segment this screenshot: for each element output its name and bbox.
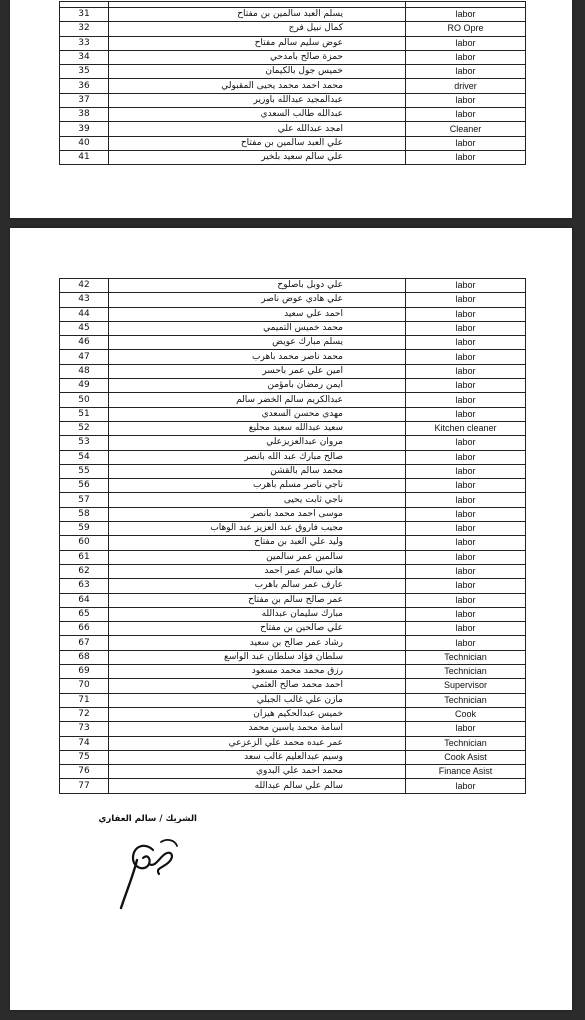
employee-name-cell: سلطان فؤاد سلطان عبد الواسع: [109, 650, 406, 664]
row-number-cell: 70: [60, 679, 109, 693]
row-number-cell: 73: [60, 722, 109, 736]
table-row: [60, 707, 526, 721]
job-title-cell: labor: [406, 550, 526, 564]
table-row: [60, 722, 526, 736]
row-number-cell: 65: [60, 607, 109, 621]
table-row: [60, 507, 526, 521]
employee-table-page-1: [59, 1, 526, 165]
table-row: [60, 407, 526, 421]
table-row: [60, 564, 526, 578]
job-title-cell: labor: [406, 636, 526, 650]
table-row: [60, 336, 526, 350]
job-title-cell: driver: [406, 79, 526, 93]
table-row: [60, 750, 526, 764]
table-row: [60, 421, 526, 435]
table-row: [60, 607, 526, 621]
job-title-cell: Kitchen cleaner: [406, 421, 526, 435]
table-row: [60, 393, 526, 407]
table-row: [60, 679, 526, 693]
row-number-cell: 66: [60, 622, 109, 636]
row-number-cell: 58: [60, 507, 109, 521]
table-row: [60, 307, 526, 321]
employee-name-cell: عارف عمر سالم باهرب: [109, 579, 406, 593]
row-number-cell: 59: [60, 522, 109, 536]
table-row: [60, 650, 526, 664]
table-row: [60, 464, 526, 478]
employee-name-cell: محمد احمد علي البدوي: [109, 765, 406, 779]
job-title-cell: labor: [406, 379, 526, 393]
row-number-cell: 68: [60, 650, 109, 664]
row-number-cell: 72: [60, 707, 109, 721]
employee-name-cell: عبدالله طالب السعدي: [109, 108, 406, 122]
table-row: [60, 665, 526, 679]
job-title-cell: labor: [406, 321, 526, 335]
employee-name-cell: علي هادي عوض ناصر: [109, 293, 406, 307]
job-title-cell: RO Opre: [406, 22, 526, 36]
job-title-cell: labor: [406, 522, 526, 536]
job-title-cell: labor: [406, 36, 526, 50]
table-row: [60, 736, 526, 750]
handwritten-signature: [115, 828, 185, 918]
row-number-cell: 33: [60, 36, 109, 50]
row-number-cell: 64: [60, 593, 109, 607]
employee-table-body: [60, 279, 526, 794]
employee-name-cell: خميس جول بالكيمان: [109, 65, 406, 79]
row-number-cell: 39: [60, 122, 109, 136]
employee-name-cell: مجيب فاروق عبد العزيز عبد الوهاب: [109, 522, 406, 536]
job-title-cell: labor: [406, 393, 526, 407]
job-title-cell: labor: [406, 279, 526, 293]
employee-name-cell: امين علي عمر باحسر: [109, 364, 406, 378]
table-row: [60, 279, 526, 293]
employee-name-cell: محمد خميس التميمي: [109, 321, 406, 335]
job-title-cell: labor: [406, 564, 526, 578]
table-row: [60, 321, 526, 335]
table-row: [60, 765, 526, 779]
job-title-cell: labor: [406, 108, 526, 122]
employee-name-cell: وسيم عبدالعليم غالب سعد: [109, 750, 406, 764]
table-row: [60, 364, 526, 378]
row-number-cell: 56: [60, 479, 109, 493]
job-title-cell: Supervisor: [406, 679, 526, 693]
employee-name-cell: سالمين عمر سالمين: [109, 550, 406, 564]
employee-name-cell: سعيد عبدالله سعيد مجليع: [109, 421, 406, 435]
employee-name-cell: عمر صالح سالم بن مفتاح: [109, 593, 406, 607]
row-number-cell: 61: [60, 550, 109, 564]
row-number-cell: 69: [60, 665, 109, 679]
row-number-cell: 67: [60, 636, 109, 650]
row-number-cell: 63: [60, 579, 109, 593]
employee-name-cell: موسى احمد محمد بانصر: [109, 507, 406, 521]
job-title-cell: labor: [406, 464, 526, 478]
table-row: [60, 122, 526, 136]
row-number-cell: 40: [60, 136, 109, 150]
job-title-cell: labor: [406, 450, 526, 464]
row-number-cell: 32: [60, 22, 109, 36]
row-number-cell: 36: [60, 79, 109, 93]
employee-name-cell: علي سالم سعيد بلخير: [109, 150, 406, 164]
job-title-cell: labor: [406, 336, 526, 350]
employee-table-body: [60, 2, 526, 165]
job-title-cell: labor: [406, 493, 526, 507]
row-number-cell: 35: [60, 65, 109, 79]
row-number-cell: 48: [60, 364, 109, 378]
employee-name-cell: عوض سليم سالم مفتاح: [109, 36, 406, 50]
job-title-cell: labor: [406, 65, 526, 79]
employee-name-cell: علي العبد سالمين بن مفتاح: [109, 136, 406, 150]
table-row: [60, 636, 526, 650]
row-number-cell: 46: [60, 336, 109, 350]
employee-name-cell: حمزة صالح بامدحي: [109, 50, 406, 64]
employee-name-cell: صالح مبارك عبد الله بانصر: [109, 450, 406, 464]
row-number-cell: 41: [60, 150, 109, 164]
table-row: [60, 8, 526, 22]
job-title-cell: Technician: [406, 650, 526, 664]
job-title-cell: labor: [406, 479, 526, 493]
employee-name-cell: مازن علي غالب الجبلي: [109, 693, 406, 707]
table-row: [60, 536, 526, 550]
row-number-cell: 37: [60, 93, 109, 107]
table-row: [60, 22, 526, 36]
row-number-cell: 57: [60, 493, 109, 507]
table-row: [60, 36, 526, 50]
job-title-cell: labor: [406, 622, 526, 636]
row-number-cell: 54: [60, 450, 109, 464]
row-number-cell: 43: [60, 293, 109, 307]
employee-table-page-2: [59, 278, 526, 794]
job-title-cell: labor: [406, 350, 526, 364]
employee-name-cell: ايمن رمضان بامؤمن: [109, 379, 406, 393]
employee-name-cell: احمد علي سعيد: [109, 307, 406, 321]
employee-name-cell: ناجي ثابت يحيى: [109, 493, 406, 507]
table-row: [60, 293, 526, 307]
row-number-cell: 45: [60, 321, 109, 335]
employee-name-cell: عمر عبده محمد علي الزعزعي: [109, 736, 406, 750]
table-row: [60, 779, 526, 793]
job-title-cell: labor: [406, 93, 526, 107]
job-title-cell: labor: [406, 507, 526, 521]
job-title-cell: labor: [406, 722, 526, 736]
table-row: [60, 150, 526, 164]
employee-name-cell: سالم علي سالم عبدالله: [109, 779, 406, 793]
job-title-cell: labor: [406, 8, 526, 22]
table-row: [60, 693, 526, 707]
employee-name-cell: محمد سالم بالقشن: [109, 464, 406, 478]
job-title-cell: Technician: [406, 665, 526, 679]
employee-name-cell: عبدالكريم سالم الخضر سالم: [109, 393, 406, 407]
document-page-2: [10, 228, 572, 1010]
table-row: [60, 350, 526, 364]
table-row: [60, 50, 526, 64]
employee-name-cell: يسلم العبد سالمين بن مفتاح: [109, 8, 406, 22]
employee-name-cell: احمد محمد صالح العثمي: [109, 679, 406, 693]
row-number-cell: 55: [60, 464, 109, 478]
employee-name-cell: علي صالحين بن مفتاح: [109, 622, 406, 636]
row-number-cell: 44: [60, 307, 109, 321]
employee-name-cell: اسامة محمد ياسين محمد: [109, 722, 406, 736]
job-title-cell: labor: [406, 293, 526, 307]
employee-name-cell: مهدي محسن السعدي: [109, 407, 406, 421]
job-title-cell: Cook: [406, 707, 526, 721]
job-title-cell: labor: [406, 436, 526, 450]
job-title-cell: labor: [406, 50, 526, 64]
job-title-cell: labor: [406, 607, 526, 621]
employee-name-cell: عبدالمجيد عبدالله باوزير: [109, 93, 406, 107]
table-row: [60, 436, 526, 450]
employee-name-cell: هاني سالم عمر احمد: [109, 564, 406, 578]
employee-name-cell: علي دوبل باصلوح: [109, 279, 406, 293]
row-number-cell: 60: [60, 536, 109, 550]
row-number-cell: 74: [60, 736, 109, 750]
row-number-cell: 52: [60, 421, 109, 435]
employee-name-cell: رزق محمد محمد مسعود: [109, 665, 406, 679]
employee-name-cell: محمد ناصر محمد باهرب: [109, 350, 406, 364]
table-row: [60, 136, 526, 150]
employee-name-cell: يسلم مبارك عويض: [109, 336, 406, 350]
job-title-cell: labor: [406, 136, 526, 150]
job-title-cell: labor: [406, 536, 526, 550]
employee-name-cell: مبارك سليمان عبدالله: [109, 607, 406, 621]
table-row: [60, 108, 526, 122]
row-number-cell: 42: [60, 279, 109, 293]
job-title-cell: Cleaner: [406, 122, 526, 136]
job-title-cell: labor: [406, 407, 526, 421]
row-number-cell: 34: [60, 50, 109, 64]
job-title-cell: Technician: [406, 693, 526, 707]
job-title-cell: Finance Asist: [406, 765, 526, 779]
row-number-cell: 49: [60, 379, 109, 393]
table-row: [60, 479, 526, 493]
table-row: [60, 550, 526, 564]
job-title-cell: Technician: [406, 736, 526, 750]
signature-label: الشريك / سالم العفاري: [98, 814, 197, 824]
table-row: [60, 450, 526, 464]
table-row: [60, 493, 526, 507]
row-number-cell: 53: [60, 436, 109, 450]
row-number-cell: 31: [60, 8, 109, 22]
employee-name-cell: امجد عبدالله علي: [109, 122, 406, 136]
table-row: [60, 522, 526, 536]
job-title-cell: labor: [406, 150, 526, 164]
row-number-cell: 50: [60, 393, 109, 407]
job-title-cell: labor: [406, 307, 526, 321]
row-number-cell: 51: [60, 407, 109, 421]
row-number-cell: 38: [60, 108, 109, 122]
document-page-1: [10, 0, 572, 218]
table-row: [60, 93, 526, 107]
table-row: [60, 622, 526, 636]
table-row: [60, 593, 526, 607]
table-row: [60, 379, 526, 393]
job-title-cell: Cook Asist: [406, 750, 526, 764]
table-row: [60, 579, 526, 593]
table-row: [60, 65, 526, 79]
employee-name-cell: محمد احمد محمد يحيى المقبولي: [109, 79, 406, 93]
employee-name-cell: خميس عبدالحكيم هيزان: [109, 707, 406, 721]
row-number-cell: 77: [60, 779, 109, 793]
employee-name-cell: كمال نبيل فرج: [109, 22, 406, 36]
row-number-cell: 47: [60, 350, 109, 364]
employee-name-cell: مروان عبدالعزيزعلي: [109, 436, 406, 450]
row-number-cell: 62: [60, 564, 109, 578]
job-title-cell: labor: [406, 579, 526, 593]
job-title-cell: labor: [406, 779, 526, 793]
table-row: [60, 79, 526, 93]
row-number-cell: 75: [60, 750, 109, 764]
employee-name-cell: رشاد عمر صالح بن سعيد: [109, 636, 406, 650]
job-title-cell: labor: [406, 364, 526, 378]
row-number-cell: 76: [60, 765, 109, 779]
job-title-cell: labor: [406, 593, 526, 607]
row-number-cell: 71: [60, 693, 109, 707]
employee-name-cell: وليد علي العبد بن مفتاح: [109, 536, 406, 550]
employee-name-cell: ناجي ناصر مسلم باهرب: [109, 479, 406, 493]
